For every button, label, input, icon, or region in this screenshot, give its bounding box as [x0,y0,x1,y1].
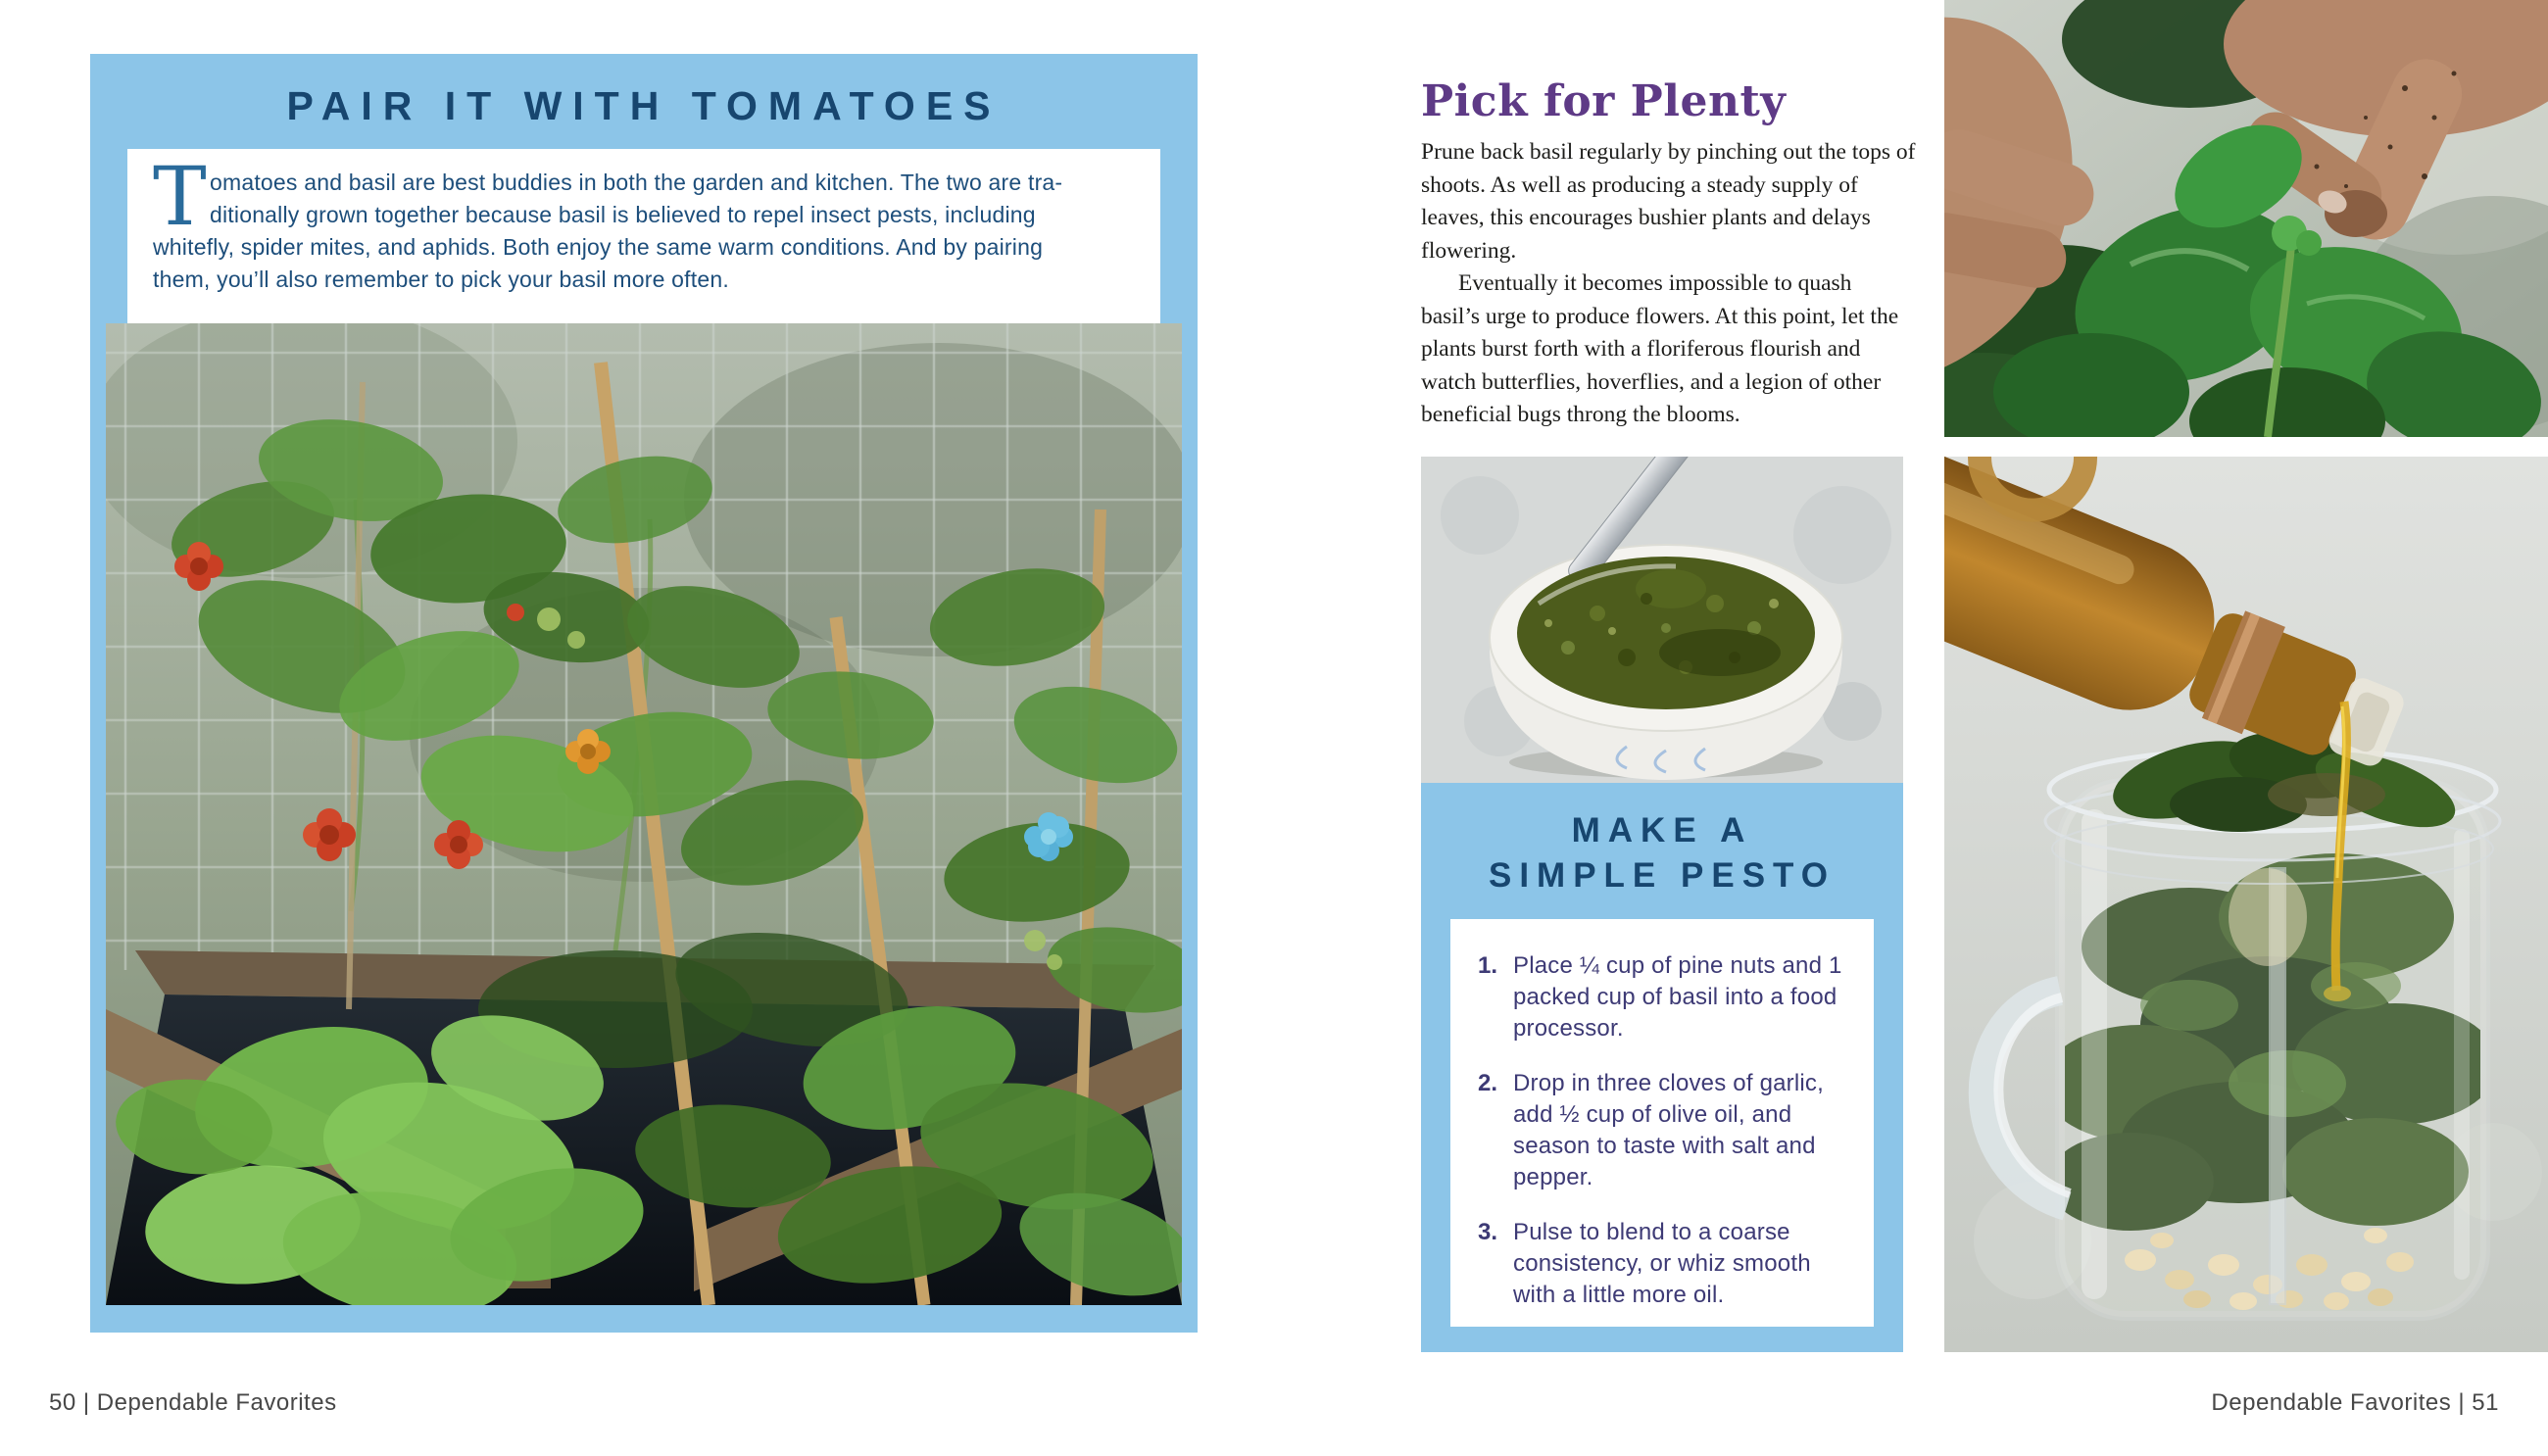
make-a-simple-pesto-box [1421,783,1903,1352]
basil-pinching-illustration [1944,0,2548,437]
article-paragraph: Eventually it becomes impossible to quash basil’s urge to produce flowers. At this point, let the plants burst forth with a floriferous flourish and watch butterflies, hoverflies, and a legion of other beneficial bugs throng the blooms. [1421,270,1899,427]
step-text: Pulse to blend to a coarse consistency, or whiz smooth with a little more oil. [1513,1219,1811,1308]
oil-into-blender-photo [1944,457,2548,1352]
feature-body-line: them, you’ll also remember to pick your basil more often. [153,267,729,292]
step-number: 1. [1478,952,1498,979]
pesto-step-1 [1478,950,1852,1044]
pesto-box-title-line: MAKE A [1571,811,1753,849]
article-pick-for-plenty [1421,76,1916,432]
pesto-step-3 [1478,1217,1852,1311]
feature-body-line: omatoes and basil are best buddies in both the garden and kitchen. The two are tra- [210,170,1063,195]
pesto-box-title [1421,783,1903,898]
step-number: 3. [1478,1219,1498,1245]
basil-pinching-photo [1944,0,2548,437]
feature-box-title: PAIR IT WITH TOMATOES [286,83,1002,128]
pesto-step-2 [1478,1068,1852,1193]
step-text: Drop in three cloves of garlic, add ½ cup of olive oil, and season to taste with salt and pepper. [1513,1070,1825,1190]
pesto-bowl-illustration [1421,457,1903,783]
pesto-steps-card [1450,919,1874,1327]
feature-body-line: whitefly, spider mites, and aphids. Both enjoy the same warm conditions. And by pairing [153,234,1044,260]
feature-body-line: ditionally grown together because basil is believed to repel insect pests, including [210,202,1036,227]
garden-photo-illustration [106,323,1182,1305]
drop-cap: T [153,151,207,244]
step-text: Place ¼ cup of pine nuts and 1 packed cup of basil into a food processor. [1513,952,1842,1042]
article-paragraph: Prune back basil regularly by pinching out the tops of shoots. As well as producing a steady supply of leaves, this encourages bushier plants and delays flowering. [1421,139,1916,264]
right-page-footer: Dependable Favorites | 51 [2211,1389,2499,1416]
feature-box-text-panel [127,149,1160,323]
garden-photo [106,323,1182,1305]
article-heading: Pick for Plenty [1421,76,1787,126]
pesto-bowl-photo [1421,457,1903,783]
step-number: 2. [1478,1070,1498,1096]
pesto-box-title-line: SIMPLE PESTO [1488,856,1837,895]
oil-into-blender-illustration [1944,457,2548,1352]
left-page-footer: 50 | Dependable Favorites [49,1389,337,1416]
feature-box-pair-it-with-tomatoes [90,54,1198,1333]
